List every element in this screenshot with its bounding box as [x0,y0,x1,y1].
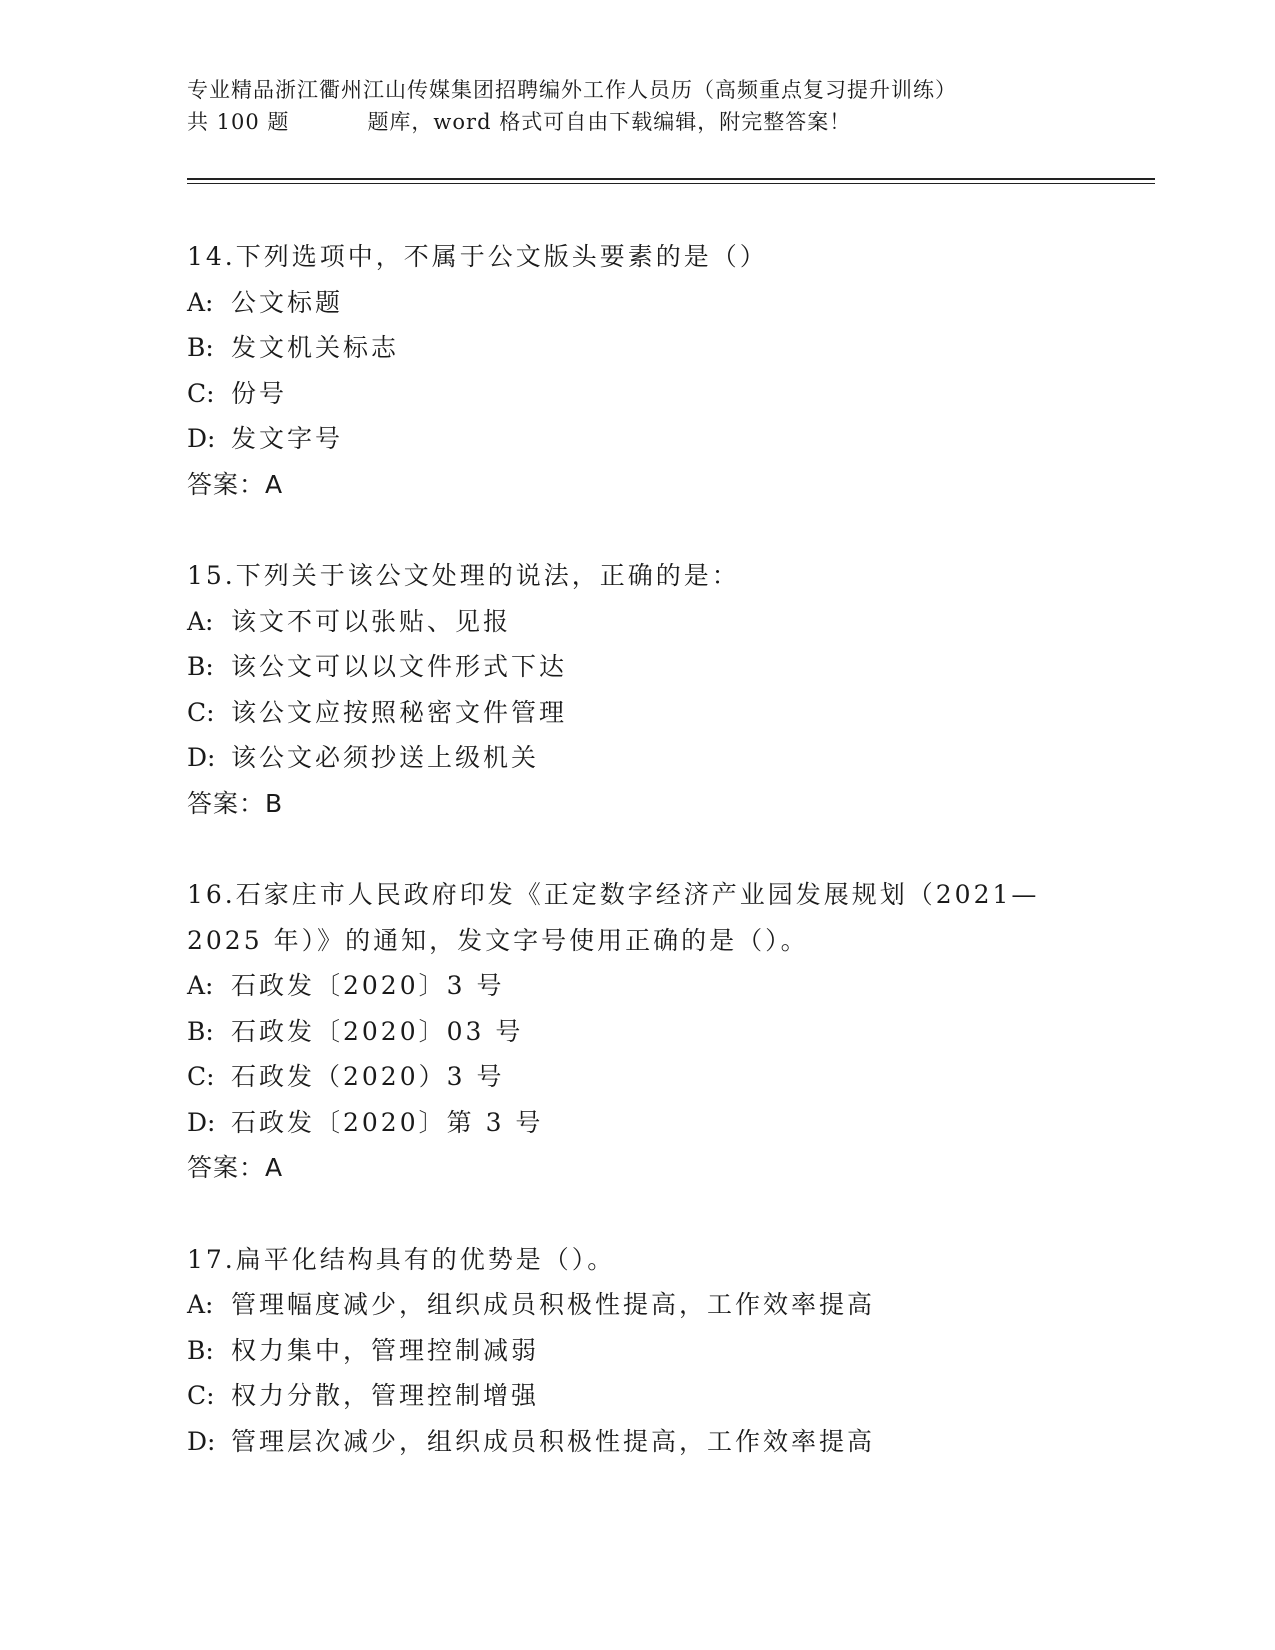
option-text: 权力分散，管理控制增强 [231,1381,540,1410]
option-a [187,280,1147,326]
option-a [187,1282,1147,1328]
option-text: 该文不可以张贴、见报 [231,606,512,636]
option-letter: D: [187,743,216,772]
page-header [187,74,1087,138]
header-divider-thin [187,183,1155,184]
option-b [187,644,1147,690]
option-b [187,325,1147,371]
question-17 [187,1237,1147,1465]
option-letter: C: [187,1062,215,1091]
header-divider-thick [187,178,1155,180]
option-c [187,371,1147,417]
option-c [187,690,1147,736]
answer: 答案：B [187,788,284,818]
option-d [187,1100,1147,1146]
question-stem: 14.下列选项中，不属于公文版头要素的是（） [187,242,768,271]
option-text: 该公文应按照秘密文件管理 [231,697,568,727]
option-text: 份号 [231,378,288,408]
option-letter: A: [187,971,214,1000]
option-b [187,1009,1147,1055]
option-letter: D: [187,1107,216,1137]
option-letter: A: [187,287,214,317]
question-16 [187,872,1147,1191]
option-text: 发文字号 [231,424,344,453]
option-text: 石政发〔2020〕3 号 [231,971,505,1000]
question-stem: 15.下列关于该公文处理的说法，正确的是： [187,561,740,590]
option-letter: C: [187,697,215,727]
question-stem: 17.扁平化结构具有的优势是（）。 [187,1244,616,1274]
answer: 答案：A [187,1153,284,1182]
option-d [187,416,1147,462]
option-text: 该公文必须抄送上级机关 [231,743,540,772]
header-title-line2 [187,106,1087,138]
option-text: 公文标题 [231,287,344,317]
option-d [187,1419,1147,1465]
option-text: 权力集中，管理控制减弱 [231,1335,540,1365]
answer: 答案：A [187,469,284,499]
option-letter: B: [187,652,214,681]
option-text: 管理层次减少，组织成员积极性提高，工作效率提高 [231,1426,876,1456]
question-15 [187,553,1147,826]
option-letter: A: [187,606,214,636]
option-text: 管理幅度减少，组织成员积极性提高，工作效率提高 [231,1290,876,1319]
option-d [187,735,1147,781]
question-stem-line2: 2025 年）》的通知，发文字号使用正确的是（）。 [187,925,809,955]
option-b [187,1328,1147,1374]
option-a [187,963,1147,1009]
option-c [187,1373,1147,1419]
option-letter: D: [187,424,216,453]
option-letter: A: [187,1290,214,1319]
option-letter: D: [187,1426,216,1456]
option-a [187,599,1147,645]
question-stem-line1: 16.石家庄市人民政府印发《正定数字经济产业园发展规划（2021— [187,880,1040,909]
option-letter: C: [187,1381,215,1410]
option-letter: C: [187,378,215,408]
question-list [187,234,1147,1510]
question-14 [187,234,1147,507]
option-letter: B: [187,1016,214,1046]
option-c [187,1054,1147,1100]
option-text: 石政发（2020）3 号 [231,1062,505,1091]
option-letter: B: [187,333,214,362]
header-description: 题库，word 格式可自由下载编辑，附完整答案！ [367,110,852,134]
header-title-line1: 专业精品浙江衢州江山传媒集团招聘编外工作人员历（高频重点复习提升训练） [187,78,957,102]
option-text: 发文机关标志 [231,333,400,362]
option-text: 石政发〔2020〕03 号 [231,1016,524,1046]
option-letter: B: [187,1335,214,1365]
option-text: 石政发〔2020〕第 3 号 [231,1107,544,1137]
option-text: 该公文可以以文件形式下达 [231,652,568,681]
header-question-count: 共 100 题 [187,110,290,134]
